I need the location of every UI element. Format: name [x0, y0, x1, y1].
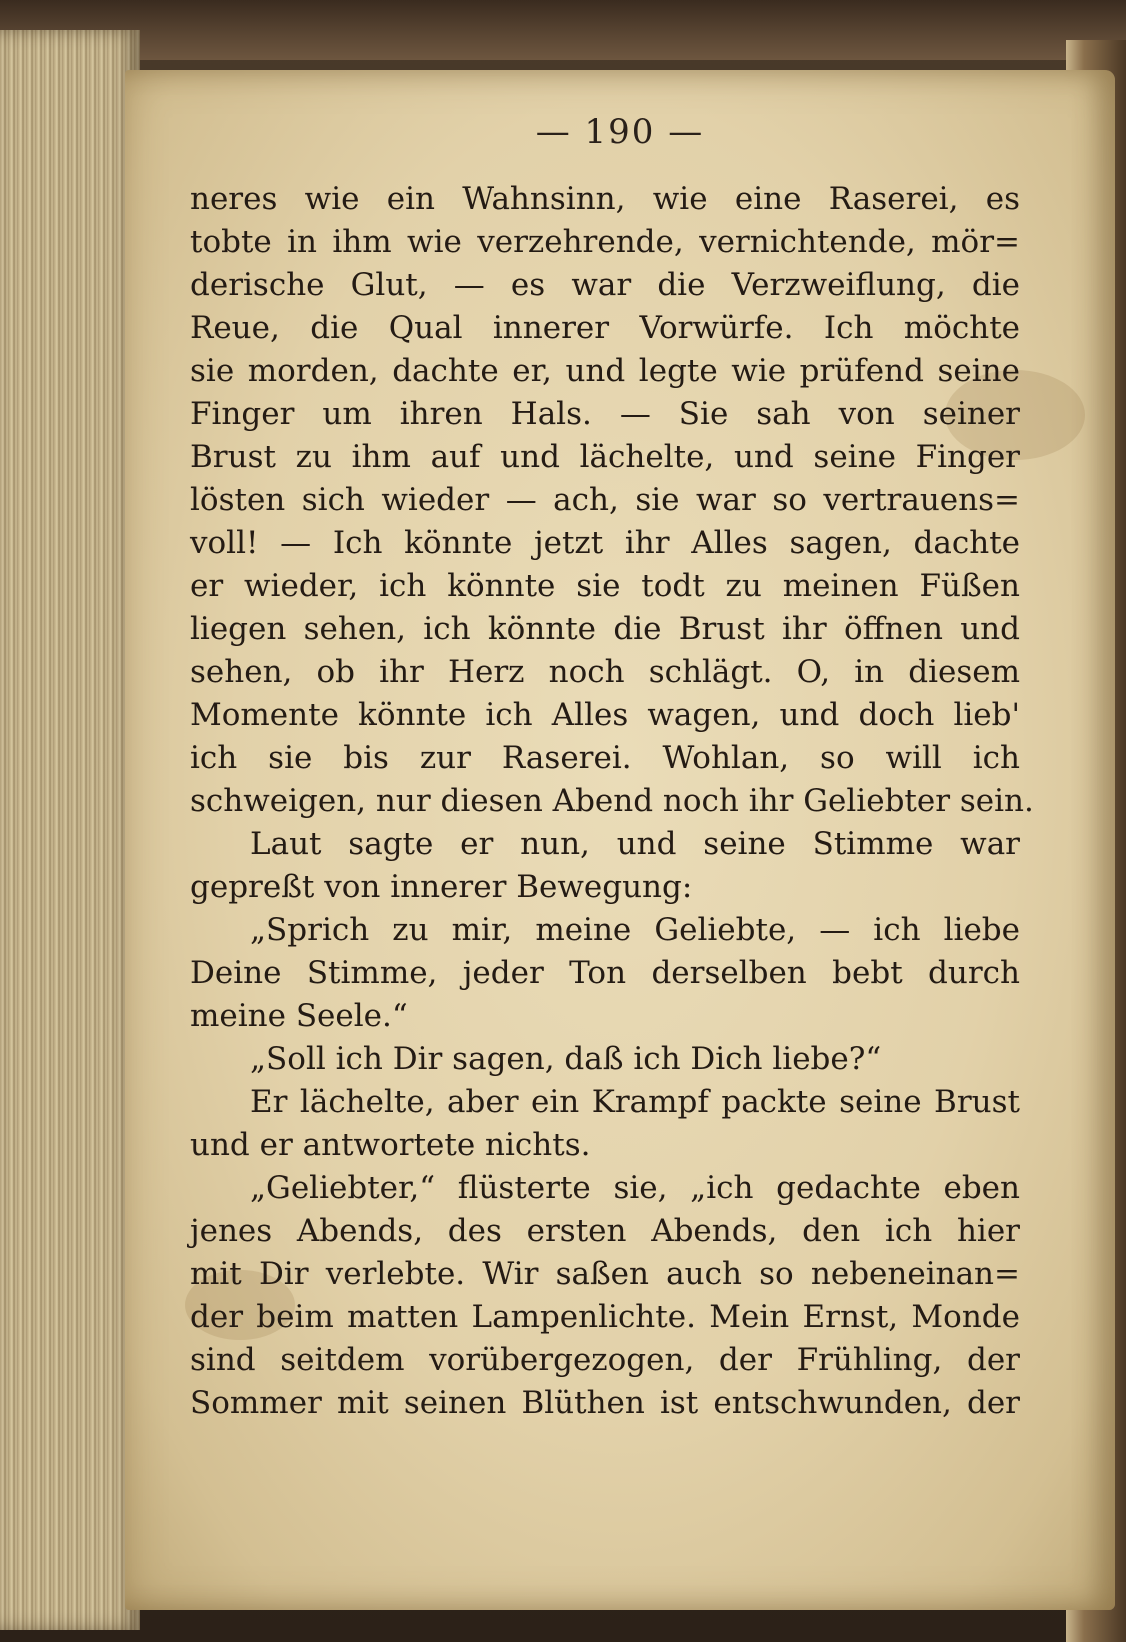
body-text	[190, 178, 1034, 1425]
text-line: mit Dir verlebte. Wir saßen auch so nebeneinan=	[190, 1256, 1020, 1292]
text-line: sie morden, dachte er, und legte wie prüfend seine	[190, 353, 1020, 389]
text-line: liegen sehen, ich könnte die Brust ihr öffnen und	[190, 611, 1020, 647]
book-page	[125, 70, 1115, 1610]
text-line: Reue, die Qual innerer Vorwürfe. Ich möchte	[190, 310, 1020, 346]
text-line: Sommer mit seinen Blüthen ist entschwunden, der	[190, 1385, 1020, 1421]
text-line: schweigen, nur diesen Abend noch ihr Geliebter sein.	[190, 783, 1034, 819]
text-line: derische Glut, — es war die Verzweiflung, die	[190, 267, 1020, 303]
text-line: jenes Abends, des ersten Abends, den ich hier	[190, 1213, 1020, 1249]
text-line: „Sprich zu mir, meine Geliebte, — ich liebe	[250, 912, 1020, 948]
text-line: „Geliebter,“ flüsterte sie, „ich gedachte eben	[250, 1170, 1020, 1206]
book-cover-top	[0, 0, 1126, 60]
text-line: er wieder, ich könnte sie todt zu meinen Füßen	[190, 568, 1020, 604]
text-line: gepreßt von innerer Bewegung:	[190, 869, 693, 905]
text-line: „Soll ich Dir sagen, daß ich Dich liebe?“	[250, 1041, 882, 1077]
text-line: der beim matten Lampenlichte. Mein Ernst, Monde	[190, 1299, 1020, 1335]
text-line: sehen, ob ihr Herz noch schlägt. O, in diesem	[190, 654, 1020, 690]
page-number: — 190 —	[535, 112, 705, 152]
page-edges	[0, 30, 140, 1630]
text-line: neres wie ein Wahnsinn, wie eine Raserei, es	[190, 181, 1020, 217]
text-line: sind seitdem vorübergezogen, der Frühling, der	[190, 1342, 1020, 1378]
text-line: tobte in ihm wie verzehrende, vernichtende, mör=	[190, 224, 1020, 260]
text-line: Finger um ihren Hals. — Sie sah von seiner	[190, 396, 1020, 432]
text-line: meine Seele.“	[190, 998, 408, 1034]
text-line: Brust zu ihm auf und lächelte, und seine Finger	[190, 439, 1020, 475]
text-line: und er antwortete nichts.	[190, 1127, 591, 1163]
text-line: lösten sich wieder — ach, sie war so vertrauens=	[190, 482, 1020, 518]
text-line: Deine Stimme, jeder Ton derselben bebt durch	[190, 955, 1020, 991]
text-line: Er lächelte, aber ein Krampf packte seine Brust	[250, 1084, 1020, 1120]
text-line: Momente könnte ich Alles wagen, und doch lieb'	[190, 697, 1020, 733]
text-line: voll! — Ich könnte jetzt ihr Alles sagen, dachte	[190, 525, 1020, 561]
text-line: ich sie bis zur Raserei. Wohlan, so will ich	[190, 740, 1020, 776]
text-line: Laut sagte er nun, und seine Stimme war	[250, 826, 1020, 862]
